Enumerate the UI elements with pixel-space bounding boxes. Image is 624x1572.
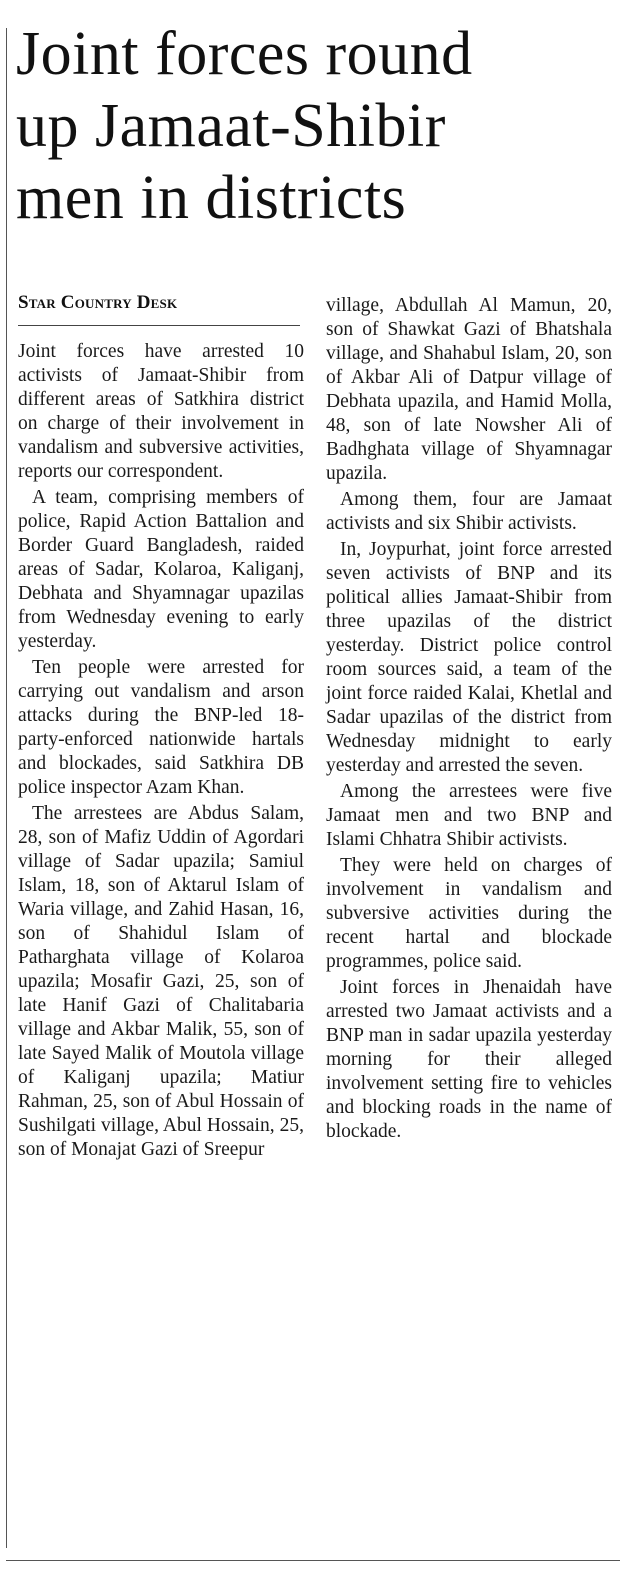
byline-rule (18, 325, 300, 326)
paragraph: In, Joypurhat, joint force arrested seven activists of BNP and its political allies Jamaat-Shibir from three upazilas of the district yesterday. District police control room sources said, a team of the joint force raided Kalai, Khetlal and Sadar upazilas of the district from Wednesday midnight to early yesterday and arrested the seven. (326, 539, 612, 776)
headline-line: up Jamaat-Shibir (16, 92, 446, 160)
paragraph: Ten people were arrested for carrying out vandalism and arson attacks during the BNP-led 18-party-enforced nationwide hartals and blockades, said Satkhira DB police inspector Azam Khan. (18, 657, 304, 798)
headline-line: Joint forces round (16, 20, 473, 88)
headline-line: men in districts (16, 164, 407, 232)
paragraph: A team, comprising members of police, Rapid Action Battalion and Border Guard Bangladesh, raided areas of Sadar, Kolaroa, Kaliganj, Debhata and Shyamnagar upazilas from Wednesday evening to early yesterday. (18, 487, 304, 652)
left-column-rule (6, 28, 7, 1548)
paragraph: Among the arrestees were five Jamaat men and two BNP and Islami Chhatra Shibir activists. (326, 781, 612, 850)
paragraph: village, Abdullah Al Mamun, 20, son of Shawkat Gazi of Bhatshala village, and Shahabul Islam, 20, son of Akbar Ali of Datpur village of Debhata upazila, and Hamid Molla, 48, son of late Nowsher Ali of Badhghata village of Shyamnagar upazila. (326, 295, 612, 484)
paragraph: The arrestees are Abdus Salam, 28, son of Mafiz Uddin of Agordari village of Sadar upazila; Samiul Islam, 18, son of Aktarul Islam of Waria village, and Zahid Hasan, 16, son of Shahidul Islam of Patharghata village of Kolaroa upazila; Mosafir Gazi, 25, son of late Hanif Gazi of Chalitabaria village and Akbar Malik, 55, son of late Sayed Malik of Moutola village of Kaliganj upazila; Matiur Rahman, 25, son of Abul Hossain of Sushilgati village, Abul Hossain, 25, son of Monajat Gazi of Sreepur (18, 803, 304, 1160)
headline (16, 18, 616, 234)
paragraph: Joint forces in Jhenaidah have arrested two Jamaat activists and a BNP man in sadar upazila yesterday morning for their alleged involvement setting fire to vehicles and blocking roads in the name of blockade. (326, 977, 612, 1142)
paragraph: They were held on charges of involvement in vandalism and subversive activities during the recent hartal and blockade programmes, police said. (326, 855, 612, 972)
right-column (326, 294, 612, 1549)
paragraph: Among them, four are Jamaat activists and six Shibir activists. (326, 489, 612, 534)
left-column (18, 340, 304, 1555)
bottom-rule (6, 1560, 620, 1561)
byline: Star Country Desk (18, 292, 178, 313)
paragraph: Joint forces have arrested 10 activists of Jamaat-Shibir from different areas of Satkhira district on charge of their involvement in vandalism and subversive activities, reports our correspondent. (18, 341, 304, 482)
